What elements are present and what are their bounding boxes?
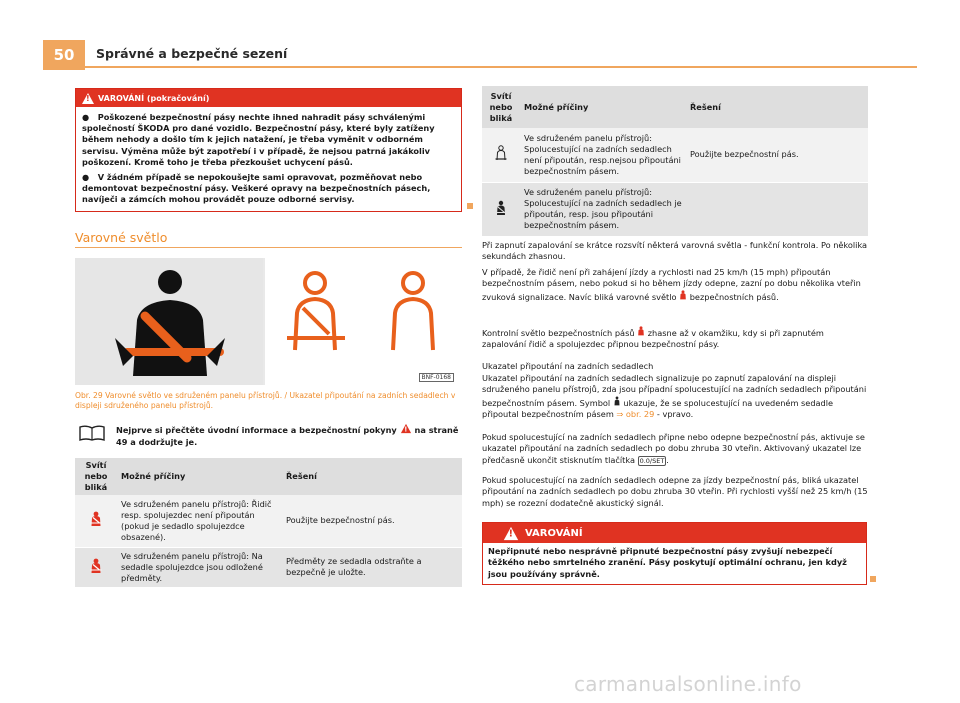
section-end-marker	[467, 203, 473, 209]
rear-seat-indicator-illustration	[265, 258, 462, 385]
cause-cell: Ve sdruženém panelu přístrojů: Řidič resp. spolujezdec není připoután (pokud je sedadlo spolujezdce obsazené).	[117, 495, 282, 547]
warning-box	[482, 522, 867, 585]
seatbelt-warning-red-icon	[75, 547, 117, 587]
section-divider	[75, 247, 462, 248]
warning-header	[76, 89, 461, 107]
seatbelt-warning-red-icon	[679, 290, 687, 300]
solution-cell: Použijte bezpečnostní pás.	[686, 128, 868, 182]
read-instructions-note: Nejprve si přečtěte úvodní informace a bezpečnostní pokyny ! na straně 49 a dodržujte je.	[116, 423, 466, 448]
warning-triangle-icon	[504, 526, 518, 539]
warning-header	[483, 523, 866, 543]
col-header-status: Svítí nebo bliká	[482, 86, 520, 128]
col-header-solution: Řešení	[282, 458, 462, 495]
seatbelt-warning-light-illustration	[75, 258, 263, 385]
warning-box-continued	[75, 88, 462, 212]
watermark: carmanualsonline.info	[574, 672, 802, 696]
col-header-causes: Možné příčiny	[520, 86, 686, 128]
rear-seat-unbelted-icon	[482, 128, 520, 182]
paragraph-rear-indicator-activation: Pokud spolucestující na zadních sedadlech připne nebo odepne bezpečnostní pás, aktivuje se ukazatel připoutání na zadních sedadlech po dobu zhruba 30 vteřin. Aktivovaný ukazatel lze předčasně ukončit stisknutím tlačítka 0.0/SET .	[482, 432, 865, 465]
warning-text: Nepřipnuté nebo nesprávně připnuté bezpečnostní pásy zvyšují nebezpečí těžkého nebo smrtelného zranění. Pásy poskytují optimální ochranu, jen když jsou používány správně.	[488, 546, 847, 579]
rear-seat-indicator-icons	[265, 258, 462, 385]
paragraph-rear-indicator: Ukazatel připoutání na zadních sedadlech signalizuje po zapnutí zapalování na displeji sdruženého panelu přístrojů, zda jsou případní spolucestující na zadních sedadlech připoutáni bezpečnostním pásem. Symbol ukazuje, že se spolucestující na uvedeném sedadle připoutal bezpečnostním pásem ⇒ obr. 29 - vpravo.	[482, 373, 867, 419]
seatbelt-person-icon	[75, 258, 263, 385]
col-header-causes: Možné příčiny	[117, 458, 282, 495]
warning-item: ● Poškozené bezpečnostní pásy nechte ihned nahradit pásy schválenými společností ŠKODA pro dané vozidlo. Bezpečnostní pásy, které byly zatíženy během nehody a došlo tím k jejich natažení, je třeba vyměnit v odborném servisu. Výměna může být zapotřebí i v případě, že nejsou patrná jakákoliv poškození. Kromě toho je třeba přezkoušet uchycení pásů.	[82, 112, 435, 167]
warning-triangle-icon	[82, 93, 94, 104]
col-header-status: Svítí nebo bliká	[75, 458, 117, 495]
solution-cell: Použijte bezpečnostní pás.	[282, 495, 462, 547]
warning-triangle-icon	[401, 424, 411, 433]
table-row	[75, 495, 462, 547]
figure-caption: Obr. 29 Varovné světlo ve sdruženém panelu přístrojů. / Ukazatel připoutání na zadních sedadlech v displeji sdruženého panelu přístrojů.	[75, 391, 456, 410]
table-row	[75, 547, 462, 587]
seatbelt-warning-red-icon	[637, 326, 645, 336]
warning-heading: VAROVÁNÍ (pokračování)	[98, 93, 210, 103]
figure-29	[75, 258, 462, 385]
set-button-key: 0.0/SET	[639, 456, 665, 465]
cause-cell: Ve sdruženém panelu přístrojů: Spolucestující na zadních sedadlech není připoután, resp.nejsou připoutáni bezpečnostním pásem.	[520, 128, 686, 182]
cause-cell: Ve sdruženém panelu přístrojů: Spolucestující na zadních sedadlech je připoután, resp. jsou připoutáni bezpečnostním pásem.	[520, 182, 686, 236]
rear-seat-belted-icon	[482, 182, 520, 236]
col-header-solution: Řešení	[686, 86, 868, 128]
table-row	[482, 182, 868, 236]
solution-cell	[686, 182, 868, 236]
paragraph-rear-unbuckle-while-driving: Pokud spolucestující na zadních sedadlech odepne za jízdy bezpečnostní pás, bliká ukazatel připoutání na zadních sedadlech po dobu zhruba 30 vteřin. Při rychlosti vyšší než 25 km/h (15 mph) se rozezní dodatečně akustický signál.	[482, 475, 868, 508]
figure-code: BNF-0168	[419, 373, 455, 382]
warning-item: ● V žádném případě se nepokoušejte sami opravovat, pozměňovat nebo demontovat bezpečnostní pásy. Veškeré opravy na bezpečnostních pásech, navíječi a zámcích mohou provádět pouze odborné servisy.	[82, 172, 431, 205]
warning-light-table-rear	[482, 86, 868, 236]
section-title: Varovné světlo	[75, 230, 168, 245]
solution-cell: Předměty ze sedadla odstraňte a bezpečně je uložte.	[282, 547, 462, 587]
sub-heading-rear-indicator: Ukazatel připoutání na zadních sedadlech	[482, 361, 654, 371]
figure-reference-link[interactable]: ⇒ obr. 29	[616, 408, 655, 419]
paragraph-light-off: Kontrolní světlo bezpečnostních pásů zhasne až v okamžiku, kdy si při zapnutém zapalování řidič a spolujezdec připnou bezpečnostní pásy.	[482, 328, 824, 350]
seatbelt-warning-red-icon	[75, 495, 117, 547]
page-header-title: Správné a bezpečné sezení	[96, 46, 288, 61]
warning-heading: VAROVÁNÍ	[525, 527, 583, 539]
header-divider	[85, 66, 917, 68]
cause-cell: Ve sdruženém panelu přístrojů: Na sedadle spolujezdce jsou odložené předměty.	[117, 547, 282, 587]
paragraph-function-check: Při zapnutí zapalování se krátce rozsvítí některá varovná světla - funkční kontrola. Po několika sekundách zhasnou.	[482, 240, 868, 262]
rear-seat-belted-icon	[613, 396, 621, 406]
paragraph-driver-unbelted: V případě, že řidič není při zahájení jízdy a rychlosti nad 25 km/h (15 mph) připoután bezpečnostním pásem, nebo pokud si ho během jízdy odepne, zazní po dobu několika vteřin zvuková signalizace. Navíc bliká varovné světlo bezpečnostních pásů.	[482, 267, 861, 302]
table-row	[482, 128, 868, 182]
page-number: 50	[43, 40, 85, 70]
warning-light-table-front	[75, 458, 462, 587]
open-book-icon	[78, 424, 106, 442]
section-end-marker	[870, 576, 876, 582]
